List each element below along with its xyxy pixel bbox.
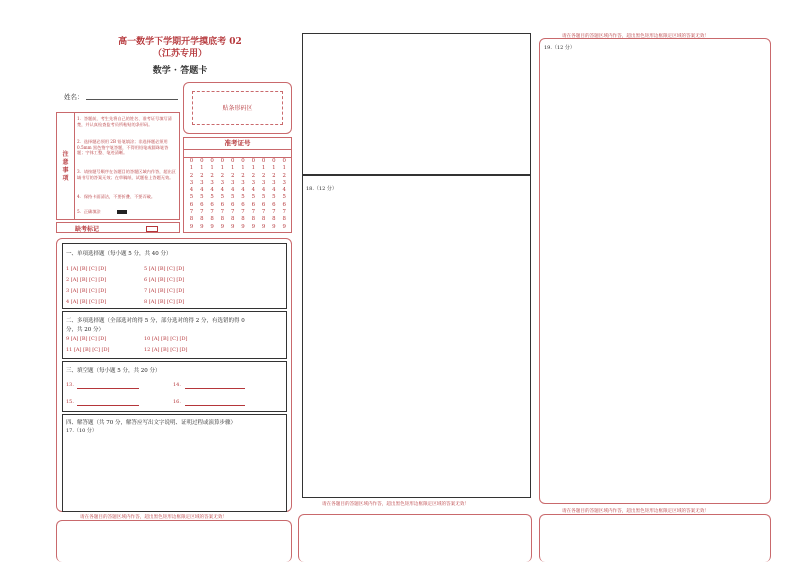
exam-id-digit[interactable]: 6 (251, 201, 256, 208)
card-title: 数学 · 答题卡 (152, 66, 208, 76)
exam-id-digit[interactable]: 0 (261, 158, 266, 164)
exam-id-label: 准考证号 (184, 138, 291, 150)
exam-id-digit[interactable]: 0 (220, 158, 225, 164)
exam-id-digit[interactable]: 8 (282, 216, 286, 223)
barcode-label: 贴条形码区 (222, 105, 253, 112)
exam-id-digit[interactable]: 8 (189, 216, 194, 223)
exam-id-grid[interactable] (187, 158, 290, 232)
exam-id-digit[interactable]: 9 (220, 223, 225, 230)
exam-id-digit[interactable]: 2 (189, 172, 194, 179)
exam-id-digit[interactable]: 2 (251, 172, 256, 179)
exam-id-digit[interactable]: 1 (251, 165, 256, 172)
question-17-label: 17.（10 分） (66, 428, 97, 434)
exam-id-column[interactable] (197, 158, 206, 231)
exam-id-digit[interactable]: 3 (261, 179, 266, 186)
question-18-answer-area[interactable] (306, 194, 527, 494)
exam-id-digit[interactable]: 1 (189, 165, 194, 172)
exam-id-digit[interactable]: 5 (282, 194, 286, 201)
answer-row-12[interactable]: 12 [A] [B] [C] [D] (144, 347, 188, 353)
exam-id-column[interactable] (228, 158, 237, 231)
exam-id-column[interactable] (208, 158, 217, 231)
exam-id-digit[interactable]: 6 (272, 201, 276, 208)
exam-id-digit[interactable]: 7 (241, 209, 245, 216)
blank-14-field[interactable] (185, 388, 245, 389)
exam-id-digit[interactable]: 5 (230, 194, 235, 201)
exam-id-column[interactable] (280, 158, 289, 231)
warning-right-top: 请在各题目的答题区域内作答，超出黑色矩形边框限定区域的答案无效！ (562, 34, 710, 39)
filled-sample-mark (117, 210, 127, 214)
answer-frame-right-bottom (539, 514, 771, 562)
answer-area-q18 (302, 175, 531, 498)
exam-id-digit[interactable]: 2 (220, 172, 225, 179)
section-1-title: 一、单项选择题（每小题 5 分，共 40 分） (66, 251, 172, 257)
exam-id-digit[interactable]: 3 (220, 179, 225, 186)
exam-id-digit[interactable]: 7 (230, 209, 235, 216)
answer-row-3[interactable]: 3 [A] [B] [C] [D] (66, 288, 107, 294)
exam-id-digit[interactable]: 6 (261, 201, 266, 208)
exam-id-digit[interactable]: 5 (210, 194, 214, 201)
exam-id-digit[interactable]: 6 (230, 201, 235, 208)
exam-id-digit[interactable]: 8 (261, 216, 266, 223)
exam-id-digit[interactable]: 7 (220, 209, 225, 216)
exam-id-digit[interactable]: 4 (251, 187, 256, 194)
section-solutions (62, 414, 287, 512)
blank-15-field[interactable] (77, 405, 139, 406)
exam-id-digit[interactable]: 5 (220, 194, 225, 201)
exam-id-digit[interactable]: 2 (200, 172, 204, 179)
answer-row-8[interactable]: 8 [A] [B] [C] [D] (144, 299, 185, 305)
exam-id-digit[interactable]: 1 (241, 165, 245, 172)
exam-id-digit[interactable]: 8 (241, 216, 245, 223)
exam-id-digit[interactable]: 4 (261, 187, 266, 194)
exam-id-digit[interactable]: 4 (189, 187, 194, 194)
exam-id-digit[interactable]: 9 (241, 223, 245, 230)
answer-row-7[interactable]: 7 [A] [B] [C] [D] (144, 288, 185, 294)
exam-id-digit[interactable]: 3 (189, 179, 194, 186)
exam-id-digit[interactable]: 7 (251, 209, 256, 216)
absent-label: 缺考标记 (75, 226, 100, 233)
exam-id-digit[interactable]: 5 (200, 194, 204, 201)
notes-item-5: 5．正确填涂 (77, 209, 101, 214)
blank-14-label: 14. (173, 382, 181, 388)
answer-row-10[interactable]: 10 [A] [B] [C] [D] (144, 336, 188, 342)
exam-id-digit[interactable]: 7 (189, 209, 194, 216)
answer-row-5[interactable]: 5 [A] [B] [C] [D] (144, 266, 185, 272)
exam-id-digit[interactable]: 3 (282, 179, 286, 186)
exam-id-digit[interactable]: 5 (261, 194, 266, 201)
exam-id-digit[interactable]: 8 (230, 216, 235, 223)
exam-id-digit[interactable]: 1 (220, 165, 225, 172)
section-4-title: 四、解答题（共 70 分，解答应写出文字说明、证明过程或演算步骤） (66, 420, 236, 426)
warning-right-bottom: 请在各题目的答题区域内作答，超出黑色矩形边框限定区域的答案无效！ (562, 509, 710, 514)
exam-id-digit[interactable]: 9 (230, 223, 235, 230)
question-18-label: 18.（12 分） (306, 186, 337, 192)
name-field[interactable] (86, 99, 178, 100)
exam-id-digit[interactable]: 7 (200, 209, 204, 216)
exam-id-digit[interactable]: 4 (220, 187, 225, 194)
exam-id-digit[interactable]: 8 (200, 216, 204, 223)
exam-id-digit[interactable]: 0 (210, 158, 214, 164)
exam-id-digit[interactable]: 5 (272, 194, 276, 201)
exam-id-digit[interactable]: 7 (261, 209, 266, 216)
exam-id-column[interactable] (259, 158, 268, 231)
exam-id-digit[interactable]: 2 (261, 172, 266, 179)
absent-checkbox[interactable] (146, 226, 158, 232)
exam-id-digit[interactable]: 1 (272, 165, 276, 172)
warning-middle: 请在各题目的答题区域内作答，超出黑色矩形边框限定区域的答案无效！ (322, 502, 470, 507)
exam-id-digit[interactable]: 0 (272, 158, 276, 164)
answer-row-4[interactable]: 4 [A] [B] [C] [D] (66, 299, 107, 305)
exam-id-digit[interactable]: 2 (210, 172, 214, 179)
exam-id-digit[interactable]: 2 (230, 172, 235, 179)
exam-id-digit[interactable]: 9 (282, 223, 286, 230)
answer-row-1[interactable]: 1 [A] [B] [C] [D] (66, 266, 107, 272)
exam-id-column[interactable] (187, 158, 196, 231)
exam-id-digit[interactable]: 9 (251, 223, 256, 230)
exam-id-column[interactable] (249, 158, 258, 231)
exam-id-digit[interactable]: 1 (210, 165, 214, 172)
section-2-title-line1: 二、多项选择题（全部选对的得 5 分，部分选对的得 2 分，有选错的得 0 (66, 318, 245, 324)
exam-id-digit[interactable]: 6 (282, 201, 286, 208)
exam-title: 高一数学下学期开学摸底考 02 (118, 37, 242, 47)
notes-item-1: 1．答题前，考生先将自己的姓名、准考证号填写清楚，并认真检查监考员所粘贴的条形码。 (77, 116, 172, 127)
exam-id-digit[interactable]: 9 (210, 223, 214, 230)
exam-id-digit[interactable]: 2 (282, 172, 286, 179)
question-17-answer-area[interactable] (66, 437, 283, 509)
exam-id-digit[interactable]: 1 (200, 165, 204, 172)
answer-row-11[interactable]: 11 [A] [B] [C] [D] (66, 347, 110, 353)
exam-id-digit[interactable]: 7 (210, 209, 214, 216)
exam-id-digit[interactable]: 3 (272, 179, 276, 186)
exam-id-box (183, 137, 292, 233)
exam-id-digit[interactable]: 0 (189, 158, 194, 164)
exam-id-digit[interactable]: 5 (189, 194, 194, 201)
exam-id-digit[interactable]: 9 (272, 223, 276, 230)
exam-id-digit[interactable]: 5 (241, 194, 245, 201)
exam-id-digit[interactable]: 4 (210, 187, 214, 194)
blank-13-field[interactable] (77, 388, 139, 389)
blank-16-field[interactable] (185, 405, 245, 406)
question-19-answer-area[interactable] (544, 55, 766, 499)
section-fill-in (62, 361, 287, 412)
exam-id-column[interactable] (218, 158, 227, 231)
exam-id-digit[interactable]: 3 (200, 179, 204, 186)
exam-id-digit[interactable]: 6 (210, 201, 214, 208)
exam-id-digit[interactable]: 1 (230, 165, 235, 172)
exam-id-digit[interactable]: 9 (189, 223, 194, 230)
exam-id-column[interactable] (239, 158, 248, 231)
exam-id-digit[interactable]: 0 (282, 158, 286, 164)
exam-id-digit[interactable]: 4 (200, 187, 204, 194)
answer-row-2[interactable]: 2 [A] [B] [C] [D] (66, 277, 107, 283)
notes-item-3: 3．请按题号顺序在各题目的答题区域内作答，超出区域书写的答案无效；在草稿纸、试题卷上答题无效。 (77, 169, 176, 180)
exam-id-digit[interactable]: 4 (230, 187, 235, 194)
exam-subtitle: （江苏专用） (152, 49, 207, 59)
exam-id-digit[interactable]: 7 (282, 209, 286, 216)
exam-id-digit[interactable]: 8 (220, 216, 225, 223)
notes-box (56, 112, 180, 220)
exam-id-digit[interactable]: 6 (200, 201, 204, 208)
exam-id-digit[interactable]: 2 (272, 172, 276, 179)
answer-area-middle-top[interactable] (302, 33, 531, 175)
exam-id-digit[interactable]: 6 (241, 201, 245, 208)
exam-id-digit[interactable]: 1 (261, 165, 266, 172)
exam-id-digit[interactable]: 0 (241, 158, 245, 164)
notes-item-2: 2．选择题必须用 2B 铅笔填涂；非选择题必须用 0.5mm 黑色签字笔答题，不得用铅笔或圆珠笔答题；字体工整、笔迹清晰。 (77, 139, 169, 156)
blank-16-label: 16. (173, 399, 181, 405)
section-multi-choice (62, 311, 287, 359)
answer-frame-left-bottom (56, 520, 292, 562)
name-label: 姓名： (64, 93, 84, 101)
section-2-title-line2: 分，共 20 分） (66, 327, 104, 333)
barcode-area (183, 82, 292, 134)
warning-left: 请在各题目的答题区域内作答，超出黑色矩形边框限定区域的答案无效！ (80, 515, 228, 520)
notes-label: 注意事项 (62, 151, 69, 182)
exam-id-digit[interactable]: 3 (241, 179, 245, 186)
exam-id-digit[interactable]: 8 (251, 216, 256, 223)
exam-id-digit[interactable]: 3 (230, 179, 235, 186)
exam-id-digit[interactable]: 6 (189, 201, 194, 208)
notes-item-4: 4．保持卡面清洁，不要折叠、不要弄破。 (77, 194, 156, 199)
exam-id-digit[interactable]: 3 (210, 179, 214, 186)
exam-id-digit[interactable]: 7 (272, 209, 276, 216)
blank-15-label: 15. (66, 399, 74, 405)
exam-id-digit[interactable]: 0 (251, 158, 256, 164)
exam-id-digit[interactable]: 6 (220, 201, 225, 208)
absent-box (56, 222, 180, 233)
answer-frame-right (539, 38, 771, 504)
exam-id-digit[interactable]: 4 (241, 187, 245, 194)
exam-id-digit[interactable]: 8 (272, 216, 276, 223)
blank-13-label: 13. (66, 382, 74, 388)
exam-id-digit[interactable]: 8 (210, 216, 214, 223)
exam-id-column[interactable] (269, 158, 278, 231)
exam-id-digit[interactable]: 5 (251, 194, 256, 201)
section-single-choice (62, 243, 287, 309)
answer-row-6[interactable]: 6 [A] [B] [C] [D] (144, 277, 185, 283)
exam-id-digit[interactable]: 9 (261, 223, 266, 230)
section-3-title: 三、填空题（每小题 5 分，共 20 分） (66, 368, 161, 374)
exam-id-digit[interactable]: 3 (251, 179, 256, 186)
question-19-label: 19.（12 分） (544, 45, 575, 51)
exam-id-digit[interactable]: 9 (200, 223, 204, 230)
exam-id-digit[interactable]: 0 (230, 158, 235, 164)
answer-frame-middle-bottom (298, 514, 532, 562)
exam-id-digit[interactable]: 1 (282, 165, 286, 172)
exam-id-digit[interactable]: 4 (282, 187, 286, 194)
exam-id-digit[interactable]: 4 (272, 187, 276, 194)
answer-row-9[interactable]: 9 [A] [B] [C] [D] (66, 336, 107, 342)
exam-id-digit[interactable]: 2 (241, 172, 245, 179)
exam-id-digit[interactable]: 0 (200, 158, 204, 164)
